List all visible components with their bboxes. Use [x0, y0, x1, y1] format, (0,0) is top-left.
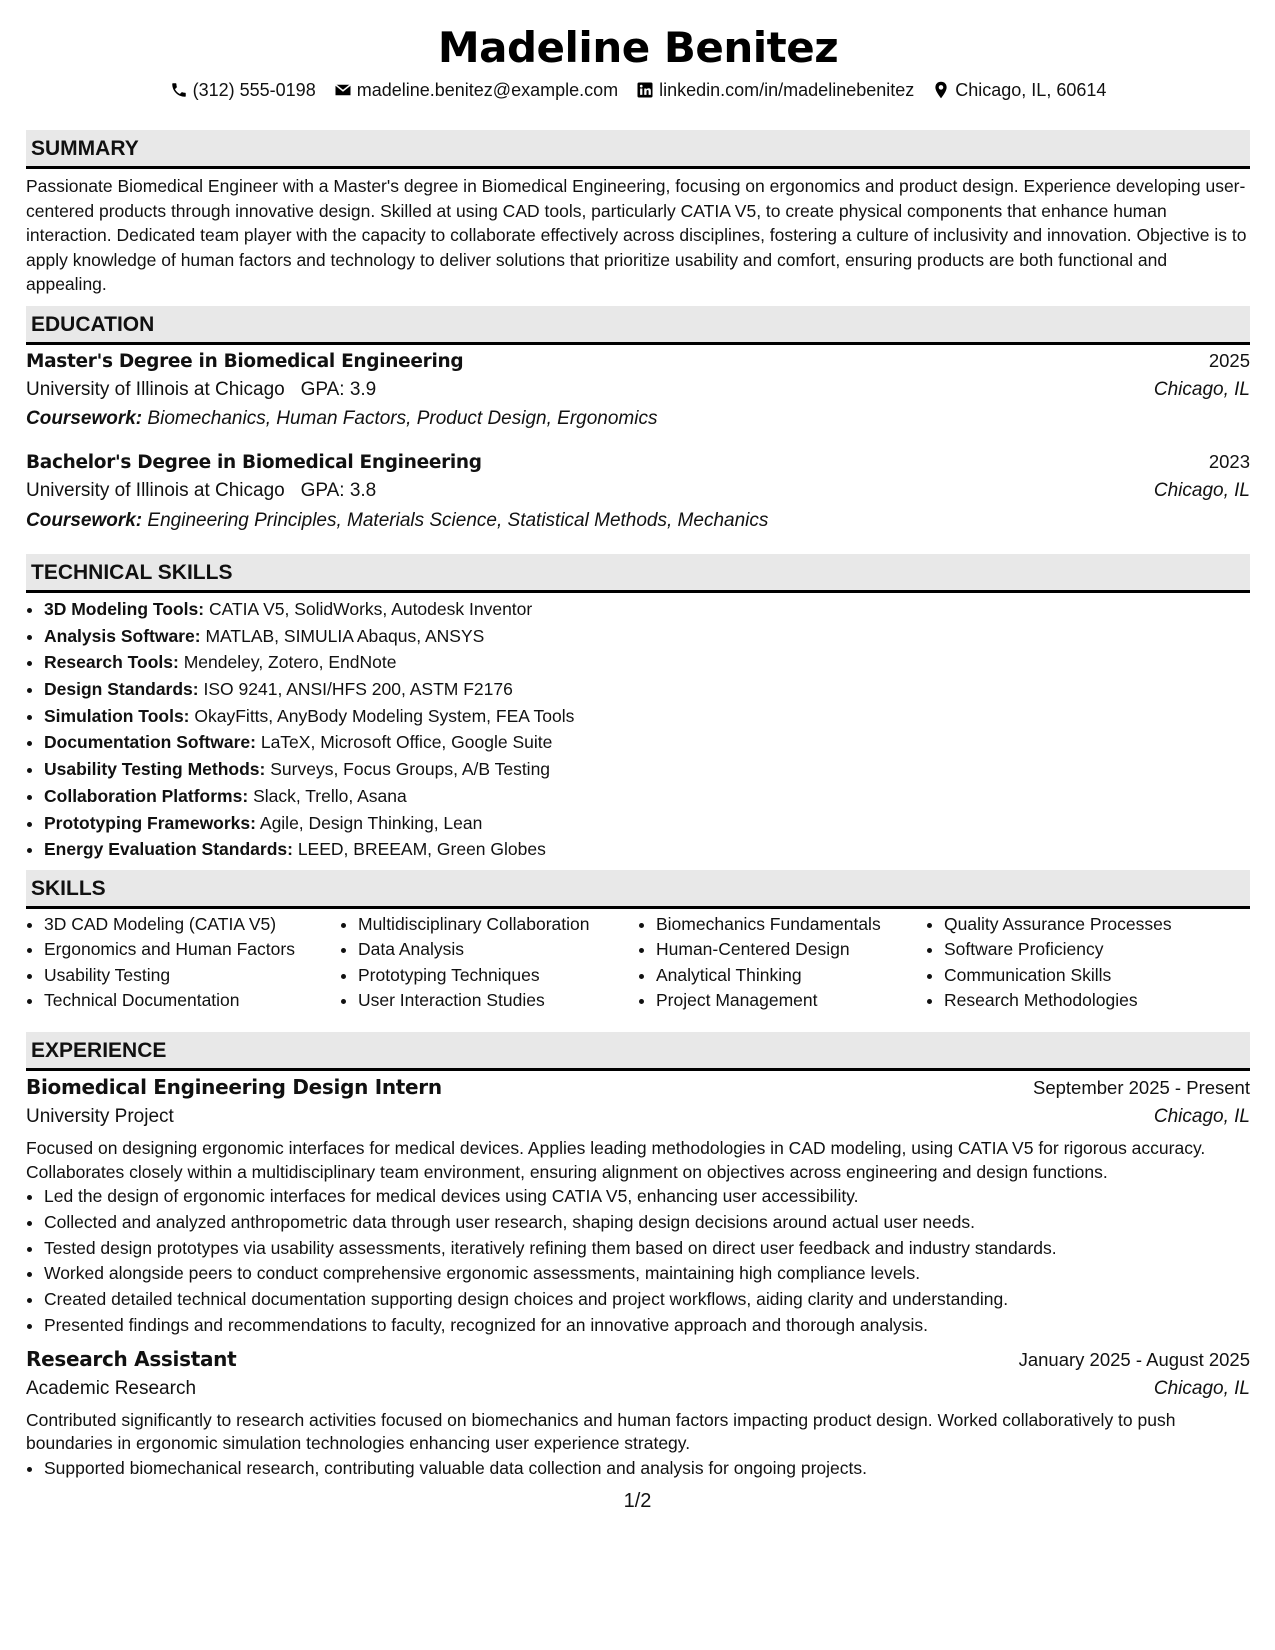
- skills-grid: [26, 912, 1250, 1013]
- coursework: [26, 408, 1250, 437]
- candidate-name: Madeline Benitez: [437, 23, 839, 72]
- education-heading: EDUCATION: [26, 306, 1250, 345]
- list-item: • Prototyping Techniques: [358, 963, 638, 988]
- list-item: • User Interaction Studies: [358, 988, 638, 1013]
- experience-section: [26, 1032, 1250, 1482]
- list-item: • Led the design of ergonomic interfaces for medical devices using CATIA V5, enhancing user accessibility.: [44, 1184, 1250, 1210]
- degree-year: 2023: [1208, 451, 1250, 472]
- skill-value: CATIA V5, SolidWorks, Autodesk Inventor: [208, 599, 533, 619]
- job-bullets: [26, 1184, 1250, 1339]
- linkedin-icon: [636, 81, 654, 99]
- coursework: [26, 510, 1250, 539]
- contact-location: [932, 80, 1106, 101]
- list-item: • Project Management: [656, 988, 926, 1013]
- skill-value: ISO 9241, ANSI/HFS 200, ASTM F2176: [203, 679, 513, 700]
- education-entry: [26, 451, 1250, 539]
- phone-icon: [170, 81, 188, 99]
- envelope-icon: [334, 81, 352, 99]
- job-org: Academic Research: [26, 1377, 197, 1399]
- location-text: Chicago, IL, 60614: [955, 79, 1107, 100]
- degree-title: Master's Degree in Biomedical Engineering: [26, 351, 464, 372]
- coursework-label: Coursework:: [26, 510, 143, 531]
- list-item: • Created detailed technical documentation supporting design choices and project workflows, aiding clarity and understanding.: [44, 1287, 1250, 1313]
- list-item: • Analytical Thinking: [656, 963, 926, 988]
- page-indicator: 1/2: [623, 1490, 652, 1512]
- skills-column: [26, 912, 340, 1013]
- list-item: • Data Analysis: [358, 937, 638, 962]
- skill-label: Prototyping Frameworks:: [44, 812, 256, 833]
- list-item: • Ergonomics and Human Factors: [44, 937, 340, 962]
- skills-section: [26, 870, 1250, 1013]
- institution-name: University of Illinois at Chicago: [26, 480, 285, 501]
- job-title: Research Assistant: [26, 1346, 237, 1371]
- list-item: • Multidisciplinary Collaboration: [358, 912, 638, 937]
- institution: [26, 480, 376, 502]
- skill-label: Research Tools:: [44, 652, 179, 673]
- skill-label: Collaboration Platforms:: [44, 785, 249, 806]
- skill-label: Analysis Software:: [44, 625, 201, 646]
- list-item: • Worked alongside peers to conduct comprehensive ergonomic assessments, maintaining high compliance levels.: [44, 1261, 1250, 1287]
- education-location: Chicago, IL: [1153, 379, 1250, 400]
- institution-name: University of Illinois at Chicago: [26, 379, 285, 400]
- list-item: • Quality Assurance Processes: [944, 912, 1244, 937]
- skill-value: Slack, Trello, Asana: [253, 785, 407, 806]
- technical-skills-heading: TECHNICAL SKILLS: [26, 554, 1250, 593]
- list-item: [44, 596, 1250, 623]
- education-entry: [26, 350, 1250, 437]
- job-entry: [26, 1347, 1250, 1482]
- list-item: [44, 756, 1250, 783]
- skill-value: LEED, BREEAM, Green Globes: [297, 839, 546, 860]
- contact-email[interactable]: [334, 80, 618, 101]
- gpa: GPA: 3.9: [300, 379, 377, 400]
- list-item: • Communication Skills: [944, 963, 1244, 988]
- list-item: • Software Proficiency: [944, 937, 1244, 962]
- list-item: • Human-Centered Design: [656, 937, 926, 962]
- list-item: [44, 729, 1250, 756]
- job-dates: January 2025 - August 2025: [1018, 1348, 1250, 1370]
- job-location: Chicago, IL: [1153, 1377, 1250, 1399]
- list-item: • Presented findings and recommendations to faculty, recognized for an innovative approach and thorough analysis.: [44, 1313, 1250, 1339]
- list-item: • Usability Testing: [44, 963, 340, 988]
- summary-text: Passionate Biomedical Engineer with a Master's degree in Biomedical Engineering, focusing on ergonomics and product design. Experience developing user-centered products through innovative design. Skilled at using CAD tools, particularly CATIA V5, to create physical components that enhance human interaction. Dedicated team player with the capacity to collaborate effectively across disciplines, fostering a culture of inclusivity and innovation. Objective is to apply knowledge of human factors and technology to deliver solutions that prioritize usability and comfort, ensuring products are both functional and appealing.: [26, 176, 1247, 294]
- coursework-list: Biomechanics, Human Factors, Product Design, Ergonomics: [147, 408, 658, 429]
- skill-value: MATLAB, SIMULIA Abaqus, ANSYS: [205, 625, 485, 646]
- skill-label: Energy Evaluation Standards:: [44, 839, 293, 860]
- technical-skills-section: [26, 554, 1250, 863]
- skill-value: OkayFitts, AnyBody Modeling System, FEA Tools: [194, 705, 575, 726]
- list-item: [44, 703, 1250, 730]
- map-pin-icon: [932, 81, 950, 99]
- education-location: Chicago, IL: [1153, 480, 1250, 501]
- linkedin-text: linkedin.com/in/madelinebenitez: [659, 79, 915, 100]
- degree-year: 2025: [1208, 350, 1250, 371]
- skills-column: [638, 912, 926, 1013]
- job-title: Biomedical Engineering Design Intern: [26, 1075, 442, 1099]
- list-item: • Technical Documentation: [44, 988, 340, 1013]
- job-description: Focused on designing ergonomic interfaces for medical devices. Applies leading methodologies in CAD modeling, using CATIA V5 for rigorous accuracy. Collaborates closely within a multidisciplinary team environment, ensuring alignment on objectives across engineering and design functions.: [26, 1138, 1206, 1182]
- list-item: • Research Methodologies: [944, 988, 1244, 1013]
- skill-label: Documentation Software:: [44, 732, 256, 753]
- experience-heading: EXPERIENCE: [26, 1032, 1250, 1071]
- coursework-list: Engineering Principles, Materials Science, Statistical Methods, Mechanics: [147, 510, 769, 531]
- skill-label: Design Standards:: [44, 679, 199, 700]
- list-item: [44, 836, 1250, 863]
- skill-value: LaTeX, Microsoft Office, Google Suite: [260, 732, 553, 753]
- education-section: [26, 306, 1250, 539]
- resume-page: [26, 0, 1250, 1478]
- summary-heading: SUMMARY: [26, 130, 1250, 169]
- list-item: [44, 649, 1250, 676]
- contact-linkedin[interactable]: [636, 80, 914, 101]
- job-org: University Project: [26, 1106, 174, 1127]
- technical-skills-list: [26, 596, 1250, 863]
- phone-text: (312) 555-0198: [192, 79, 316, 100]
- job-description: Contributed significantly to research activities focused on biomechanics and human factors impacting product design. Worked collaboratively to push boundaries in ergonomic simulation technologies enhancing user experience strategy.: [26, 1409, 1176, 1454]
- contact-phone[interactable]: [170, 80, 316, 101]
- list-item: [44, 783, 1250, 810]
- skill-label: 3D Modeling Tools:: [44, 599, 205, 619]
- coursework-label: Coursework:: [26, 408, 143, 429]
- list-item: • 3D CAD Modeling (CATIA V5): [44, 912, 340, 937]
- skills-heading: SKILLS: [26, 870, 1250, 909]
- skills-column: [926, 912, 1244, 1013]
- list-item: [44, 676, 1250, 703]
- skill-value: Agile, Design Thinking, Lean: [259, 812, 483, 833]
- skills-column: [340, 912, 638, 1013]
- email-text: madeline.benitez@example.com: [356, 79, 619, 100]
- summary-section: [26, 130, 1250, 297]
- list-item: [44, 810, 1250, 837]
- job-bullets: [26, 1456, 1250, 1482]
- list-item: • Collected and analyzed anthropometric data through user research, shaping design decisions around actual user needs.: [44, 1210, 1250, 1236]
- skill-value: Mendeley, Zotero, EndNote: [183, 652, 397, 673]
- institution: [26, 379, 376, 401]
- contact-bar: [26, 78, 1250, 102]
- gpa: GPA: 3.8: [300, 480, 377, 501]
- list-item: [44, 623, 1250, 650]
- skill-label: Usability Testing Methods:: [44, 759, 266, 780]
- degree-title: Bachelor's Degree in Biomedical Engineering: [26, 452, 482, 473]
- skill-value: Surveys, Focus Groups, A/B Testing: [270, 759, 551, 780]
- skill-label: Simulation Tools:: [44, 705, 190, 726]
- job-dates: September 2025 - Present: [1033, 1077, 1250, 1098]
- list-item: • Biomechanics Fundamentals: [656, 912, 926, 937]
- list-item: • Tested design prototypes via usability assessments, iteratively refining them based on direct user feedback and industry standards.: [44, 1236, 1250, 1262]
- job-location: Chicago, IL: [1153, 1106, 1250, 1127]
- job-entry: [26, 1075, 1250, 1339]
- list-item: • Supported biomechanical research, contributing valuable data collection and analysis for ongoing projects.: [44, 1456, 1250, 1482]
